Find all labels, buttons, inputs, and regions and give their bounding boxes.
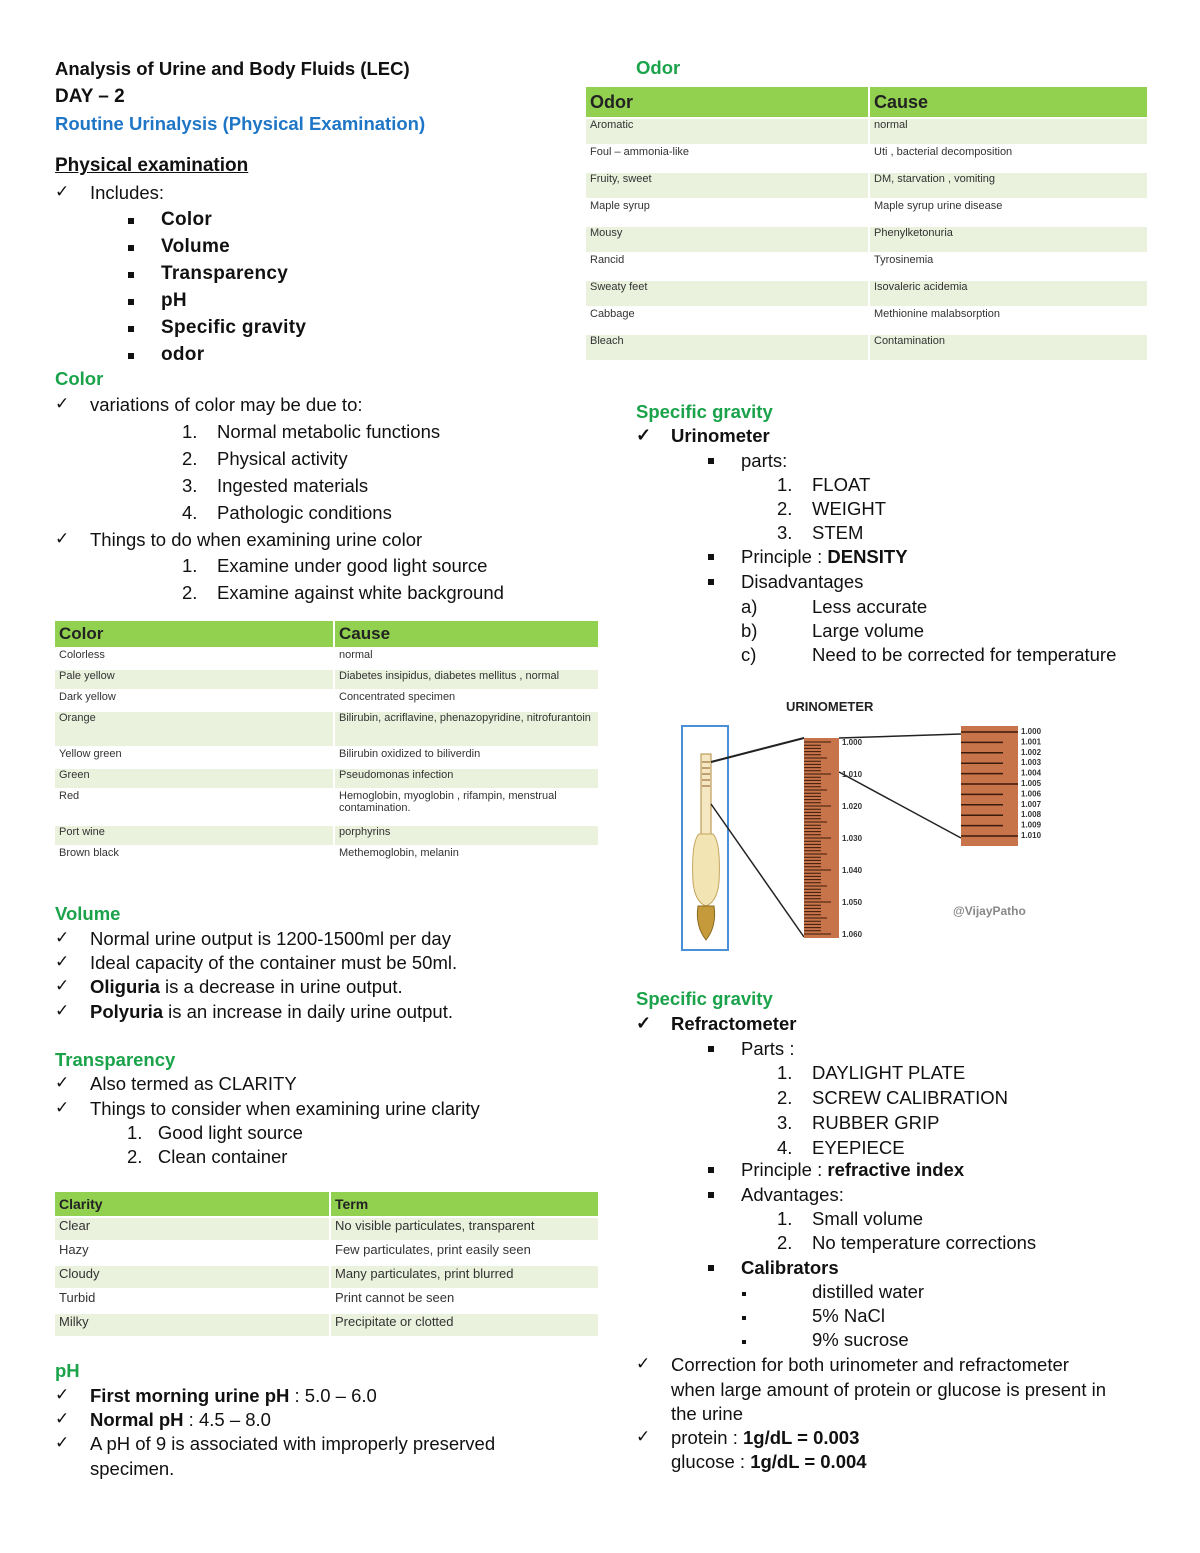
glucose-line: glucose : 1g/dL = 0.004: [671, 1451, 867, 1472]
table-cell: normal: [869, 118, 1148, 145]
check-icon: ✓: [55, 1409, 70, 1428]
bullet-icon: [128, 299, 134, 305]
table-row: [55, 690, 599, 711]
bullet-icon: [742, 1316, 746, 1320]
color-heading: Color: [55, 368, 104, 389]
list-item: 2. SCREW CALIBRATION: [777, 1087, 1008, 1108]
table-row: [55, 669, 599, 690]
check-icon: ✓: [636, 1354, 651, 1373]
list-item: 3. RUBBER GRIP: [777, 1112, 940, 1133]
table-cell: No visible particulates, transparent: [330, 1217, 599, 1241]
table-row: [55, 1217, 599, 1241]
sg2-principle: Principle : refractive index: [741, 1159, 965, 1180]
subtitle: Routine Urinalysis (Physical Examination): [55, 113, 426, 134]
list-item: 2. Examine against white background: [182, 582, 504, 603]
table-cell: Pseudomonas infection: [334, 768, 599, 789]
sg1-principle: Principle : DENSITY: [741, 546, 908, 567]
list-item: 5% NaCl: [812, 1305, 885, 1326]
check-icon: ✓: [636, 425, 652, 445]
table-cell: Mousy: [586, 226, 869, 253]
urinometer-figure: [681, 692, 1076, 954]
list-item: 1. Examine under good light source: [182, 555, 488, 576]
table-cell: Sweaty feet: [586, 280, 869, 307]
table-cell: Precipitate or clotted: [330, 1313, 599, 1336]
scale-label: 1.060: [842, 930, 863, 939]
list-item: 3. Ingested materials: [182, 475, 369, 496]
volume-line: Normal urine output is 1200-1500ml per day: [90, 928, 451, 949]
sg1-tool: Urinometer: [671, 425, 770, 446]
table-row: [55, 1265, 599, 1289]
scale-label: 1.050: [842, 898, 863, 907]
volume-line: Polyuria is an increase in daily urine output.: [90, 1001, 454, 1022]
volume-line: Oliguria is a decrease in urine output.: [90, 976, 403, 997]
table-cell: Hemoglobin, myoglobin , rifampin, menstrual contamination.: [334, 789, 599, 825]
color-table: [55, 621, 600, 866]
zoom-label: 1.009: [1021, 820, 1042, 830]
table-row: [586, 118, 1148, 145]
bullet-icon: [128, 245, 134, 251]
list-marker: a): [741, 596, 758, 617]
list-item: 4. Pathologic conditions: [182, 502, 392, 523]
ph-line: A pH of 9 is associated with improperly preserved: [90, 1433, 496, 1454]
bullet-icon: [708, 579, 714, 585]
connector-line: [711, 804, 804, 937]
table-row: [55, 825, 599, 846]
list-item: 4. EYEPIECE: [777, 1137, 905, 1158]
table-row: [586, 199, 1148, 226]
color-variations: variations of color may be due to:: [90, 394, 363, 415]
zoom-label: 1.007: [1021, 799, 1042, 809]
table-cell: Yellow green: [55, 747, 334, 768]
table-row: [55, 768, 599, 789]
protein-line: protein : 1g/dL = 0.003: [671, 1427, 860, 1448]
figure-title: URINOMETER: [786, 699, 874, 714]
list-item: 1. Good light source: [127, 1122, 303, 1143]
zoom-label: 1.008: [1021, 810, 1042, 820]
bullet-icon: [128, 218, 134, 224]
check-icon: ✓: [55, 1098, 70, 1117]
scale-label: 1.020: [842, 802, 863, 811]
list-item: Large volume: [812, 620, 925, 641]
table-cell: Methionine malabsorption: [869, 307, 1148, 334]
table-row: [586, 334, 1148, 360]
table-row: [55, 1241, 599, 1265]
check-icon: ✓: [636, 1427, 651, 1446]
table-row: [586, 253, 1148, 280]
table-cell: Brown black: [55, 846, 334, 866]
correction-line: the urine: [671, 1403, 743, 1424]
list-item: 2. WEIGHT: [777, 498, 886, 519]
table-cell: Milky: [55, 1313, 330, 1336]
bullet-icon: [708, 458, 714, 464]
sg2-parts: Parts :: [741, 1038, 795, 1059]
bullet-icon: [708, 1046, 714, 1052]
sg1-parts: parts:: [741, 450, 788, 471]
zoom-label: 1.004: [1021, 768, 1042, 778]
zoom-label: 1.006: [1021, 789, 1042, 799]
table-cell: Clear: [55, 1217, 330, 1241]
table-cell: Bleach: [586, 334, 869, 360]
check-icon: ✓: [55, 976, 70, 995]
check-icon: ✓: [55, 182, 70, 201]
urinometer-weight: [697, 906, 714, 940]
check-icon: ✓: [55, 952, 70, 971]
volume-heading: Volume: [55, 903, 121, 924]
table-header: Clarity: [55, 1192, 330, 1217]
zoom-strip: [961, 726, 1018, 846]
list-item: 1. Small volume: [777, 1208, 924, 1229]
sg2-tool: Refractometer: [671, 1013, 797, 1034]
table-header: Color: [55, 621, 334, 648]
table-row: [55, 648, 599, 669]
physical-item: Volume: [161, 236, 231, 257]
list-item: Need to be corrected for temperature: [812, 644, 1117, 665]
table-header: Cause: [334, 621, 599, 648]
table-row: [55, 1313, 599, 1336]
check-icon: ✓: [55, 1433, 70, 1452]
physical-item: odor: [161, 344, 205, 365]
sg1-disadv: Disadvantages: [741, 571, 864, 592]
bullet-icon: [742, 1292, 746, 1296]
table-cell: Green: [55, 768, 334, 789]
table-cell: Uti , bacterial decomposition: [869, 145, 1148, 172]
physical-heading: Physical examination: [55, 155, 249, 176]
zoom-label: 1.000: [1021, 727, 1042, 736]
check-icon: ✓: [55, 1073, 70, 1092]
check-icon: ✓: [55, 928, 70, 947]
table-cell: Cloudy: [55, 1265, 330, 1289]
transparency-heading: Transparency: [55, 1049, 176, 1070]
correction-line: Correction for both urinometer and refractometer: [671, 1354, 1069, 1375]
table-cell: Foul – ammonia-like: [586, 145, 869, 172]
list-marker: c): [741, 644, 757, 665]
physical-item: pH: [161, 290, 187, 311]
zoom-label: 1.010: [1021, 831, 1042, 840]
bullet-icon: [708, 1192, 714, 1198]
zoom-label: 1.002: [1021, 747, 1042, 757]
transparency-line: Things to consider when examining urine clarity: [90, 1098, 480, 1119]
bullet-icon: [708, 1265, 714, 1271]
urinometer-float: [693, 834, 720, 906]
check-icon: ✓: [636, 1013, 652, 1033]
table-header: Cause: [869, 87, 1148, 118]
scale-label: 1.030: [842, 834, 863, 843]
volume-line: Ideal capacity of the container must be 50ml.: [90, 952, 458, 973]
table-cell: Maple syrup urine disease: [869, 199, 1148, 226]
table-header: Odor: [586, 87, 869, 118]
table-row: [55, 747, 599, 768]
table-cell: DM, starvation , vomiting: [869, 172, 1148, 199]
includes-label: Includes:: [90, 182, 165, 203]
list-item: 2. Clean container: [127, 1146, 288, 1167]
table-header: Term: [330, 1192, 599, 1217]
clarity-table: [55, 1192, 600, 1336]
list-item: 2. No temperature corrections: [777, 1232, 1037, 1253]
list-item: distilled water: [812, 1281, 925, 1302]
ph-line: Normal pH : 4.5 – 8.0: [90, 1409, 271, 1430]
list-item: 1. Normal metabolic functions: [182, 421, 441, 442]
table-cell: Dark yellow: [55, 690, 334, 711]
zoom-label: 1.003: [1021, 758, 1042, 768]
scale-label: 1.040: [842, 866, 863, 875]
table-row: [586, 145, 1148, 172]
zoom-label: 1.001: [1021, 737, 1042, 747]
bullet-icon: [708, 1167, 714, 1173]
table-row: [586, 307, 1148, 334]
bullet-icon: [128, 353, 134, 359]
table-row: [55, 1289, 599, 1313]
list-marker: b): [741, 620, 758, 641]
table-cell: Aromatic: [586, 118, 869, 145]
table-row: [586, 172, 1148, 199]
bullet-icon: [128, 272, 134, 278]
table-cell: Colorless: [55, 648, 334, 669]
odor-table: [586, 87, 1149, 360]
table-cell: Port wine: [55, 825, 334, 846]
figure-credit: @VijayPatho: [953, 904, 1026, 918]
check-icon: ✓: [55, 1385, 70, 1404]
list-item: 9% sucrose: [812, 1329, 909, 1350]
document-title: Analysis of Urine and Body Fluids (LEC): [55, 58, 410, 79]
ph-line: First morning urine pH : 5.0 – 6.0: [90, 1385, 377, 1406]
table-cell: Diabetes insipidus, diabetes mellitus , normal: [334, 669, 599, 690]
table-cell: Many particulates, print blurred: [330, 1265, 599, 1289]
list-item: 3. STEM: [777, 522, 864, 543]
table-cell: Few particulates, print easily seen: [330, 1241, 599, 1265]
check-icon: ✓: [55, 1001, 70, 1020]
table-row: [586, 280, 1148, 307]
correction-line: when large amount of protein or glucose is present in: [671, 1379, 1107, 1400]
transparency-line: Also termed as CLARITY: [90, 1073, 297, 1094]
bullet-icon: [742, 1340, 746, 1344]
table-cell: Tyrosinemia: [869, 253, 1148, 280]
table-cell: Bilirubin oxidized to biliverdin: [334, 747, 599, 768]
table-cell: Fruity, sweet: [586, 172, 869, 199]
table-cell: Orange: [55, 711, 334, 747]
physical-item: Specific gravity: [161, 317, 307, 338]
bullet-icon: [708, 554, 714, 560]
table-cell: porphyrins: [334, 825, 599, 846]
sg2-heading: Specific gravity: [636, 988, 773, 1009]
table-cell: Rancid: [586, 253, 869, 280]
table-cell: Bilirubin, acriflavine, phenazopyridine, nitrofurantoin: [334, 711, 599, 747]
list-item: 2. Physical activity: [182, 448, 348, 469]
table-cell: Phenylketonuria: [869, 226, 1148, 253]
ph-line: specimen.: [90, 1458, 175, 1479]
table-row: [55, 846, 599, 866]
list-item: 1. DAYLIGHT PLATE: [777, 1062, 966, 1083]
zoom-label: 1.005: [1021, 779, 1042, 788]
connector-line: [711, 738, 804, 762]
table-cell: Methemoglobin, melanin: [334, 846, 599, 866]
scale-label: 1.000: [842, 738, 863, 747]
table-row: [586, 226, 1148, 253]
table-row: [55, 711, 599, 747]
table-cell: Contamination: [869, 334, 1148, 360]
color-things: Things to do when examining urine color: [90, 529, 423, 550]
day-label: DAY – 2: [55, 86, 125, 107]
table-cell: normal: [334, 648, 599, 669]
scale-label: 1.010: [842, 770, 863, 779]
ph-heading: pH: [55, 1360, 80, 1381]
table-cell: Isovaleric acidemia: [869, 280, 1148, 307]
table-cell: Red: [55, 789, 334, 825]
table-cell: Maple syrup: [586, 199, 869, 226]
physical-item: Transparency: [161, 263, 289, 284]
table-cell: Print cannot be seen: [330, 1289, 599, 1313]
table-cell: Concentrated specimen: [334, 690, 599, 711]
check-icon: ✓: [55, 529, 70, 548]
check-icon: ✓: [55, 394, 70, 413]
sg2-adv: Advantages:: [741, 1184, 844, 1205]
table-cell: Pale yellow: [55, 669, 334, 690]
table-cell: Turbid: [55, 1289, 330, 1313]
urinometer-stem: [701, 754, 711, 834]
sg1-heading: Specific gravity: [636, 401, 773, 422]
table-row: [55, 789, 599, 825]
table-cell: Cabbage: [586, 307, 869, 334]
list-item: Less accurate: [812, 596, 928, 617]
odor-heading: Odor: [636, 57, 681, 78]
sg2-calib: Calibrators: [741, 1257, 839, 1278]
table-cell: Hazy: [55, 1241, 330, 1265]
physical-item: Color: [161, 209, 213, 230]
list-item: 1. FLOAT: [777, 474, 871, 495]
bullet-icon: [128, 326, 134, 332]
